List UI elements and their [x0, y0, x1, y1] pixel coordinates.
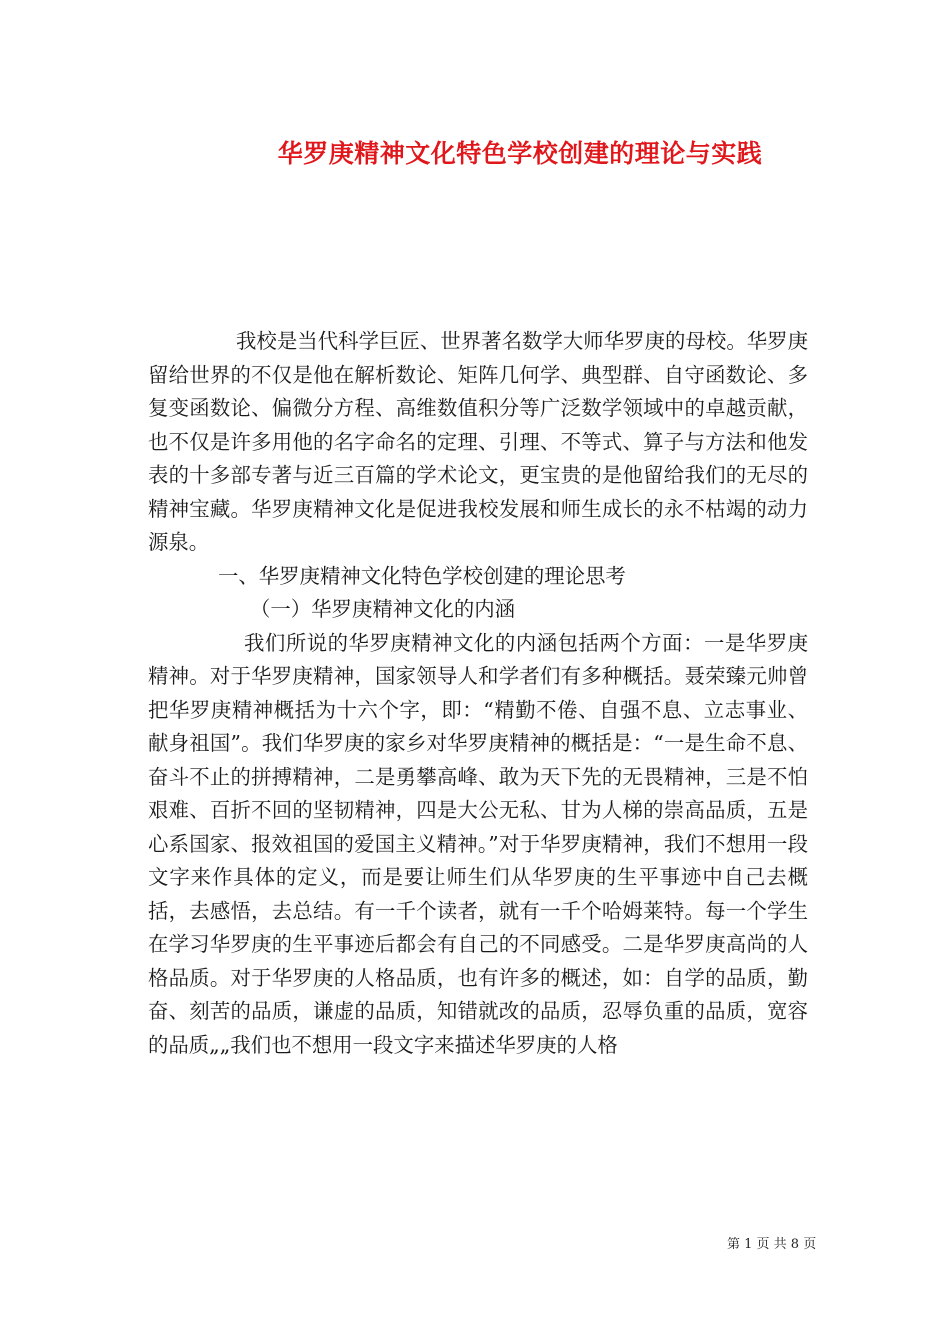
page-number: 第 1 页 共 8 页: [727, 1237, 817, 1252]
subsection-heading-1: （一）华罗庚精神文化的内涵: [250, 597, 516, 621]
intro-paragraph: 我校是当代科学巨匠、世界著名数学大师华罗庚的母校。华罗庚留给世界的不仅是他在解析数论、矩阵几何学、典型群、自守函数论、多复变函数论、偏微分方程、高维数值积分等广泛数学领域中的卓越贡献，也不仅是许多用他的名字命名的定理、引理、不等式、算子与方法和他发表的十多部专著与近三百篇的学术论文，更宝贵的是他留给我们的无尽的精神宝藏。华罗庚精神文化是促进我校发展和师生成长的永不枯竭的动力源泉。: [148, 329, 808, 554]
document-body: [148, 325, 808, 1062]
content-paragraph: 我们所说的华罗庚精神文化的内涵包括两个方面：一是华罗庚精神。对于华罗庚精神，国家领导人和学者们有多种概括。聂荣臻元帅曾把华罗庚精神概括为十六个字，即：“精勤不倦、自强不息、立志事业、献身祖国”。我们华罗庚的家乡对华罗庚精神的概括是：“一是生命不息、奋斗不止的拼搏精神，二是勇攀高峰、敢为天下先的无畏精神，三是不怕艰难、百折不回的坚韧精神，四是大公无私、甘为人梯的崇高品质，五是心系国家、报效祖国的爱国主义精神。”对于华罗庚精神，我们不想用一段文字来作具体的定义，而是要让师生们从华罗庚的生平事迹中自己去概括，去感悟，去总结。有一千个读者，就有一千个哈姆莱特。每一个学生在学习华罗庚的生平事迹后都会有自己的不同感受。二是华罗庚高尚的人格品质。对于华罗庚的人格品质，也有许多的概述，如：自学的品质，勤奋、刻苦的品质，谦虚的品质，知错就改的品质，忍辱负重的品质，宽容的品质„„我们也不想用一段文字来描述华罗庚的人格: [148, 630, 808, 1057]
section-heading-1: 一、华罗庚精神文化特色学校创建的理论思考: [218, 563, 626, 588]
document-title: 华罗庚精神文化特色学校创建的理论与实践: [277, 139, 763, 168]
